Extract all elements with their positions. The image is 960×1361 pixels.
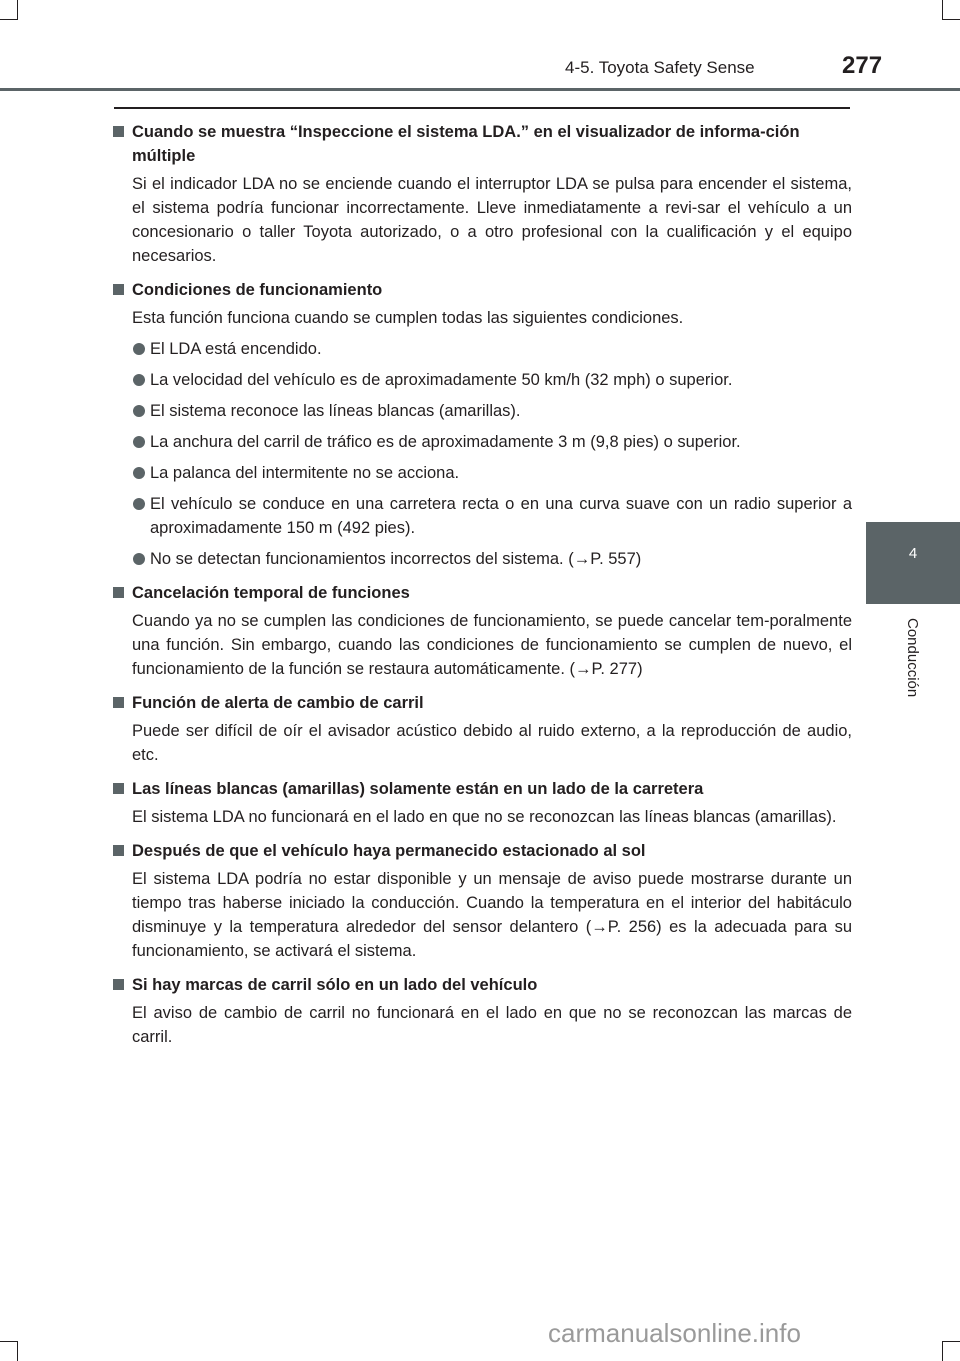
circle-bullet-icon	[133, 436, 145, 448]
heading-text: Cuando se muestra “Inspeccione el sistema LDA.” en el visualizador de informa-ción múltiple	[132, 123, 800, 165]
section-operating-conditions	[112, 278, 852, 571]
site-watermark: carmanualsonline.info	[548, 1318, 801, 1348]
section-marks-one-side	[112, 973, 852, 1049]
list-item	[112, 492, 852, 540]
section-temporary-cancel	[112, 581, 852, 681]
section-heading	[112, 839, 852, 863]
section-heading	[112, 278, 852, 302]
list-item	[112, 399, 852, 423]
paragraph: Esta función funciona cuando se cumplen todas las siguientes condiciones.	[132, 309, 684, 327]
crop-mark-br-h	[942, 1341, 960, 1342]
crop-mark-bl-h	[0, 1341, 18, 1342]
list-item-text: La palanca del intermitente no se acciona.	[150, 464, 460, 482]
list-item	[112, 430, 852, 454]
crop-mark-br-v	[942, 1341, 943, 1361]
header-rule	[0, 88, 960, 91]
list-item	[112, 461, 852, 485]
section-inspect-lda	[112, 120, 852, 268]
page-header	[0, 0, 960, 100]
heading-text: Las líneas blancas (amarillas) solamente están en un lado de la carretera	[132, 780, 704, 798]
heading-text: Cancelación temporal de funciones	[132, 584, 410, 602]
square-bullet-icon	[113, 126, 124, 137]
page-content	[112, 120, 852, 1059]
heading-text: Si hay marcas de carril sólo en un lado del vehículo	[132, 976, 538, 994]
circle-bullet-icon	[133, 553, 145, 565]
section-heading	[112, 973, 852, 997]
heading-text: Después de que el vehículo haya permanecido estacionado al sol	[132, 842, 646, 860]
section-lines-one-side	[112, 777, 852, 829]
section-heading	[112, 777, 852, 801]
crop-mark-bl-v	[17, 1341, 18, 1361]
square-bullet-icon	[113, 845, 124, 856]
paragraph: Cuando ya no se cumplen las condiciones de funcionamiento, se puede cancelar tem-poralmente una función. Sin embargo, cuando las condiciones de funcionamiento se cumplen de nuevo, el funcionamiento de la función se restaura automáticamente. (→P. 277)	[132, 612, 852, 678]
circle-bullet-icon	[133, 405, 145, 417]
content-top-rule	[114, 107, 850, 109]
square-bullet-icon	[113, 697, 124, 708]
list-item-text: La velocidad del vehículo es de aproximadamente 50 km/h (32 mph) o superior.	[150, 371, 733, 389]
list-item	[112, 368, 852, 392]
circle-bullet-icon	[133, 374, 145, 386]
section-heading	[112, 581, 852, 605]
square-bullet-icon	[113, 979, 124, 990]
paragraph: El aviso de cambio de carril no funcionará en el lado en que no se reconozcan las marcas de carril.	[132, 1004, 852, 1046]
chapter-number: 4	[908, 545, 918, 562]
list-item-text: No se detectan funcionamientos incorrectos del sistema. (→P. 557)	[150, 550, 642, 568]
section-parked-in-sun	[112, 839, 852, 963]
list-item-text: El sistema reconoce las líneas blancas (amarillas).	[150, 402, 521, 420]
page-number: 277	[842, 52, 883, 79]
paragraph: Puede ser difícil de oír el avisador acústico debido al ruido externo, a la reproducción de audio, etc.	[132, 722, 852, 764]
list-item-text: El LDA está encendido.	[150, 340, 322, 358]
paragraph: Si el indicador LDA no se enciende cuando el interruptor LDA se pulsa para encender el sistema, el sistema podría funcionar incorrectamente. Lleve inmediatamente a revi-sar el vehículo a un concesionario o taller Toyota autorizado, o a otro profesional con la cualificación y el equipo necesarios.	[132, 175, 852, 265]
square-bullet-icon	[113, 587, 124, 598]
heading-text: Condiciones de funcionamiento	[132, 281, 383, 299]
section-lane-departure-alert	[112, 691, 852, 767]
list-item	[112, 547, 852, 571]
paragraph: El sistema LDA podría no estar disponible y un mensaje de aviso puede mostrarse durante un tiempo tras haberse iniciado la conducción. Cuando la temperatura en el interior del habitáculo disminuye y la temperatura alrededor del sensor delantero (→P. 256) es la adecuada para su funcionamiento, se activará el sistema.	[132, 870, 852, 960]
paragraph: El sistema LDA no funcionará en el lado en que no se reconozcan las líneas blancas (amarillas).	[132, 808, 837, 826]
section-heading	[112, 691, 852, 715]
square-bullet-icon	[113, 783, 124, 794]
list-item-text: La anchura del carril de tráfico es de aproximadamente 3 m (9,8 pies) o superior.	[150, 433, 741, 451]
list-item-text: El vehículo se conduce en una carretera recta o en una curva suave con un radio superior a aproximadamente 150 m (492 pies).	[150, 495, 852, 537]
circle-bullet-icon	[133, 467, 145, 479]
heading-text: Función de alerta de cambio de carril	[132, 694, 424, 712]
section-heading	[112, 120, 852, 168]
circle-bullet-icon	[133, 498, 145, 510]
circle-bullet-icon	[133, 343, 145, 355]
square-bullet-icon	[113, 284, 124, 295]
chapter-tab	[866, 522, 960, 604]
list-item	[112, 337, 852, 361]
chapter-label: Conducción	[904, 618, 921, 698]
section-title: 4-5. Toyota Safety Sense	[565, 58, 755, 77]
